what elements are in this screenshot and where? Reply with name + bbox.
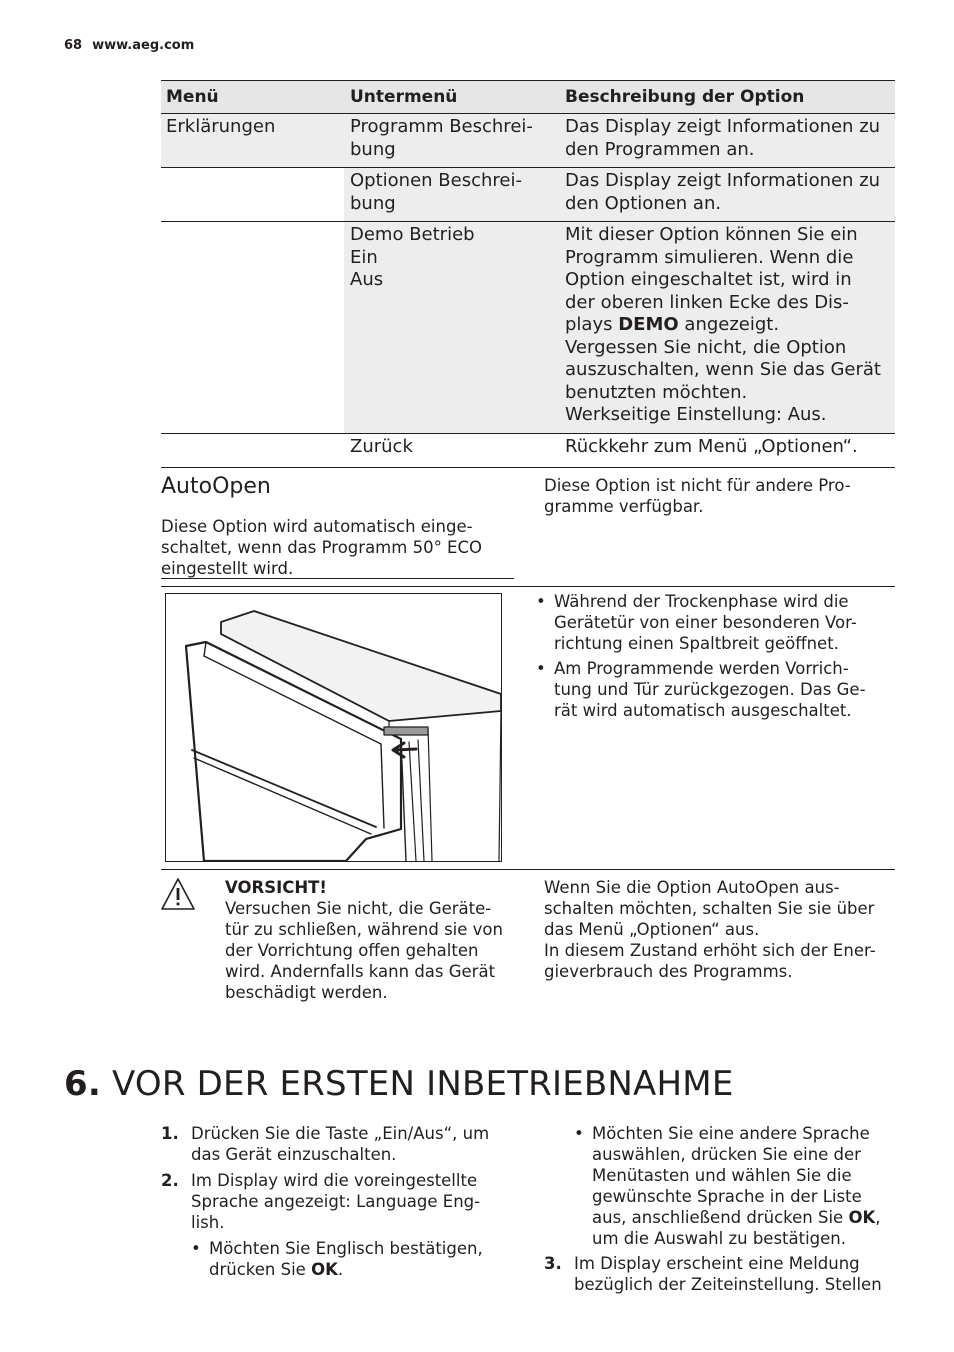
paragraph-line: beschädigt werden. [225,983,388,1002]
description-line: Programm simulieren. Wenn die [565,246,854,268]
description-text: angezeigt. [684,314,780,335]
site-url: www.aeg.com [92,38,195,53]
autoopen-off-text [544,877,894,982]
submenu-line: Programm Beschrei- [350,116,533,137]
paragraph-line: gewünschte Sprache in der Liste [592,1187,862,1206]
list-item [161,1170,521,1233]
submenu-cell [344,170,559,215]
demo-keyword: DEMO [618,314,679,335]
submenu-line: bung [350,138,396,160]
options-table [161,80,895,468]
paragraph-line: auswählen, drücken Sie eine der [592,1145,861,1164]
caution-title: VORSICHT! [225,878,327,897]
dishwasher-door-drawing [166,594,501,861]
paragraph-text: , [875,1208,881,1227]
submenu-cell [344,224,559,427]
caution-block [225,877,520,1003]
paragraph-line: eingestellt wird. [161,559,294,578]
section-heading [64,1062,734,1106]
paragraph-line: Sprache angezeigt: Language Eng- [191,1192,481,1211]
paragraph-line: • Während der Trockenphase wird die [554,592,849,611]
paragraph-line: Versuchen Sie nicht, die Geräte- [225,899,492,918]
divider [161,586,895,587]
column-header-submenu: Untermenü [350,86,458,107]
paragraph-line: schalten möchten, schalten Sie sie über [544,899,875,918]
table-row [161,434,895,468]
submenu-cell [344,436,559,467]
paragraph-line: bezüglich der Zeiteinstellung. Stellen [574,1275,882,1294]
paragraph-line [209,1259,521,1280]
paragraph-line: Diese Option ist nicht für andere Pro- [544,476,851,495]
description-line: benutzten möchten. [565,381,748,403]
paragraph-line: Im Display wird die voreingestellte [191,1171,478,1190]
step-number: 3. [544,1254,562,1273]
paragraph-text: drücken Sie [209,1260,306,1279]
paragraph-text: . [337,1260,344,1279]
paragraph-line: Diese Option wird automatisch einge- [161,517,473,536]
submenu-line: Aus [350,269,384,290]
description-line: Das Display zeigt Informationen zu [565,170,881,191]
page-header [64,38,194,53]
description-line: Option eingeschaltet ist, wird in [565,269,852,290]
description-cell [559,116,895,161]
menu-cell [161,170,344,215]
section-number: 6. [64,1064,101,1104]
description-line: auszuschalten, wenn Sie das Gerät [565,359,881,380]
description-line: Werkseitige Einstellung: Aus. [565,404,827,425]
description-text: plays [565,314,613,335]
autoopen-note [544,475,894,517]
paragraph-line: der Vorrichtung offen gehalten [225,941,479,960]
list-item [532,658,892,721]
table-row [161,168,895,222]
description-line: den Programmen an. [565,138,755,160]
description-line: der oberen linken Ecke des Dis- [565,291,849,313]
divider [161,578,514,579]
ok-keyword: OK [311,1260,338,1279]
paragraph-line: Drücken Sie die Taste „Ein/Aus“, um [191,1124,490,1143]
submenu-line: Demo Betrieb [350,224,475,245]
submenu-cell [344,116,559,161]
submenu-line: Optionen Beschrei- [350,170,522,191]
paragraph-line: lish. [191,1213,225,1232]
paragraph-line: richtung einen Spaltbreit geöffnet. [554,634,839,653]
list-item [544,1253,896,1295]
autoopen-door-illustration [165,593,502,862]
description-line: den Optionen an. [565,192,722,214]
paragraph-line [592,1207,896,1228]
table-row [161,222,895,434]
paragraph-line: rät wird automatisch ausgeschaltet. [554,701,852,720]
menu-cell: Erklärungen [166,116,276,137]
autoopen-bullets [532,591,892,721]
list-item [161,1123,521,1165]
description-line [565,314,895,337]
paragraph-line: Menütasten und wählen Sie die [592,1166,852,1185]
paragraph-line: Wenn Sie die Option AutoOpen aus- [544,878,840,897]
paragraph-line: • Möchten Sie Englisch bestätigen, [209,1239,483,1258]
warning-icon [160,877,196,915]
section-title: VOR DER ERSTEN INBETRIEBNAHME [112,1064,734,1104]
table-row [161,114,895,168]
divider [161,869,895,870]
step-number: 1. [161,1124,179,1143]
menu-cell [161,224,344,427]
steps-right [544,1123,896,1295]
ok-keyword: OK [848,1208,876,1227]
description-line: Das Display zeigt Informationen zu [565,116,881,137]
paragraph-line: gieverbrauch des Programms. [544,962,793,981]
column-header-description: Beschreibung der Option [565,86,805,107]
description-line: Rückkehr zum Menü „Optionen“. [565,435,858,457]
paragraph-line: • Am Programmende werden Vorrich- [554,659,849,678]
menu-cell [161,436,344,467]
column-header-menu: Menü [166,86,219,107]
paragraph-line: das Menü „Optionen“ aus. [544,920,760,939]
paragraph-line: tung und Tür zurückgezogen. Das Ge- [554,680,866,699]
paragraph-line: Gerätetür von einer besonderen Vor- [554,613,857,632]
paragraph-line: In diesem Zustand erhöht sich der Ener- [544,941,876,960]
paragraph-text: aus, anschließend drücken Sie [592,1208,844,1227]
paragraph-line: schaltet, wenn das Programm 50° ECO [161,538,482,557]
autoopen-intro [161,516,521,579]
description-cell [559,170,895,215]
paragraph-line: gramme verfügbar. [544,497,704,516]
description-cell [559,224,895,427]
submenu-line: Ein [350,246,378,268]
paragraph-line: • Möchten Sie eine andere Sprache [592,1124,870,1143]
step-number: 2. [161,1171,179,1190]
paragraph-line: das Gerät einzuschalten. [191,1145,397,1164]
page-number: 68 [64,38,83,53]
list-item [187,1238,521,1280]
list-item [570,1123,896,1249]
list-item [532,591,892,654]
description-line: Vergessen Sie nicht, die Option [565,336,847,358]
submenu-line: Zurück [350,435,413,457]
paragraph-line: wird. Andernfalls kann das Gerät [225,962,496,981]
table-header-row [161,80,895,114]
description-cell [559,436,895,467]
autoopen-heading: AutoOpen [161,474,271,499]
paragraph-line: Im Display erscheint eine Meldung [574,1254,860,1273]
description-line: Mit dieser Option können Sie ein [565,224,858,245]
paragraph-line: um die Auswahl zu bestätigen. [592,1229,847,1248]
steps-left [161,1123,521,1280]
paragraph-line: tür zu schließen, während sie von [225,920,503,939]
submenu-line: bung [350,192,396,214]
